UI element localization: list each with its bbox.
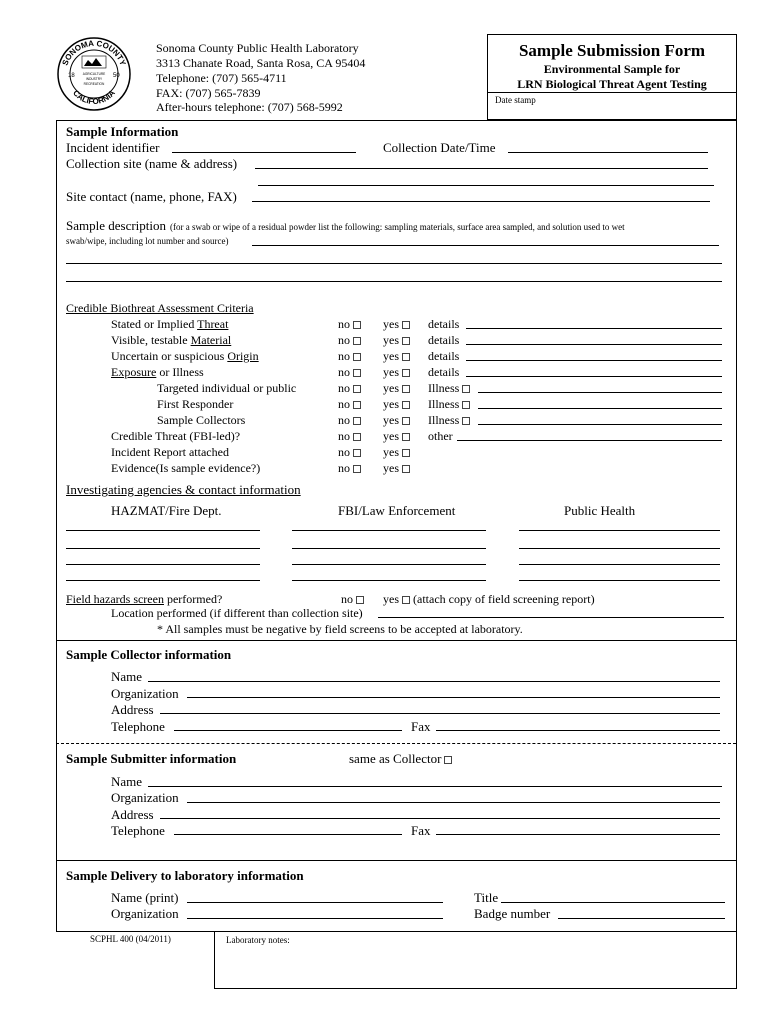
site-contact-label: Site contact (name, phone, FAX): [66, 189, 237, 204]
submitter-heading: Sample Submitter information: [66, 751, 237, 766]
sample-description-field-2[interactable]: [66, 263, 722, 264]
criteria-yes-checkbox[interactable]: [402, 369, 410, 377]
lab-after-hours: After-hours telephone: (707) 568-5992: [156, 100, 343, 114]
seal-center-1: AGRICULTURE: [82, 72, 106, 76]
field-screen-yes-checkbox[interactable]: [402, 596, 410, 604]
criteria-yes-label: yes: [383, 429, 399, 443]
criteria-detail-label: Illness: [428, 381, 460, 395]
delivery-badge-field[interactable]: [558, 918, 725, 919]
criteria-yes-checkbox[interactable]: [402, 465, 410, 473]
county-seal: [56, 36, 132, 112]
agency-col-public-health: Public Health: [564, 503, 636, 518]
criteria-row-label-pre: Incident Report attached: [111, 445, 229, 459]
hazmat-field-3[interactable]: [66, 564, 260, 565]
criteria-yes: [383, 429, 410, 443]
lab-notes-label: Laboratory notes:: [226, 935, 290, 945]
form-number: SCPHL 400 (04/2011): [90, 934, 171, 944]
criteria-row-label: [157, 397, 233, 411]
criteria-no-label: no: [338, 445, 350, 459]
criteria-no: [338, 381, 361, 395]
lab-telephone: Telephone: (707) 565-4711: [156, 71, 287, 85]
svg-text:CALIFORNIA: [71, 88, 117, 106]
sample-description-note-2: swab/wipe, including lot number and source): [66, 236, 229, 246]
collector-name-field[interactable]: [148, 681, 720, 682]
criteria-no-label: no: [338, 365, 350, 379]
criteria-row-label-pre: Evidence(Is sample evidence?): [111, 461, 261, 475]
field-screen-label-rest: performed?: [163, 592, 223, 606]
criteria-row-label-pre: Stated or Implied: [111, 317, 198, 331]
criteria-detail: [428, 349, 459, 363]
delivery-badge-label: Badge number: [474, 906, 551, 921]
public-health-field-3[interactable]: [519, 564, 720, 565]
form-subtitle-1: Environmental Sample for: [543, 62, 681, 76]
criteria-detail: [428, 381, 470, 395]
field-screen-no: no: [341, 592, 353, 606]
criteria-row-label-ul: Origin: [227, 349, 259, 363]
delivery-name-field[interactable]: [187, 902, 443, 903]
delivery-org-field[interactable]: [187, 918, 443, 919]
submitter-org-field[interactable]: [187, 802, 720, 803]
lab-address: 3313 Chanate Road, Santa Rosa, CA 95404: [156, 56, 366, 70]
criteria-illness-checkbox[interactable]: [462, 385, 470, 393]
lab-name: Sonoma County Public Health Laboratory: [156, 41, 359, 55]
criteria-yes-checkbox[interactable]: [402, 337, 410, 345]
criteria-no-checkbox[interactable]: [353, 369, 361, 377]
criteria-detail-field[interactable]: [466, 344, 722, 345]
criteria-yes-checkbox[interactable]: [402, 433, 410, 441]
criteria-illness-checkbox[interactable]: [462, 417, 470, 425]
criteria-row-label: [111, 461, 260, 475]
submitter-name-label: Name: [111, 774, 143, 789]
submitter-fax-label: Fax: [411, 823, 431, 838]
delivery-title-field[interactable]: [501, 902, 725, 903]
criteria-yes-label: yes: [383, 461, 399, 475]
criteria-detail: [428, 333, 459, 347]
delivery-heading: Sample Delivery to laboratory information: [66, 868, 304, 883]
criteria-yes: [383, 413, 410, 427]
criteria-detail-label: details: [428, 317, 460, 331]
criteria-row-label: [157, 381, 296, 395]
collection-site-field-2[interactable]: [258, 185, 714, 186]
submitter-telephone-field[interactable]: [174, 834, 402, 835]
criteria-row-label: [111, 333, 231, 347]
criteria-detail-field[interactable]: [457, 440, 722, 441]
field-screen-yes: yes: [383, 592, 399, 606]
criteria-no-checkbox[interactable]: [353, 417, 361, 425]
sample-description-label: Sample description: [66, 218, 167, 233]
criteria-detail-label: details: [428, 349, 460, 363]
date-stamp-label: Date stamp: [495, 95, 536, 105]
criteria-yes-label: yes: [383, 365, 399, 379]
criteria-row-label-pre: Credible Threat (FBI-led)?: [111, 429, 241, 443]
location-performed-field[interactable]: [378, 617, 724, 618]
collector-address-field[interactable]: [160, 713, 720, 714]
public-health-field-2[interactable]: [519, 548, 720, 549]
criteria-row-label-pre: Uncertain or suspicious: [111, 349, 228, 363]
criteria-detail-label: Illness: [428, 397, 460, 411]
criteria-no: [338, 317, 361, 331]
submitter-telephone-label: Telephone: [111, 823, 165, 838]
criteria-yes: [383, 349, 410, 363]
seal-bottom-text: CALIFORNIA: [71, 88, 117, 107]
criteria-yes-checkbox[interactable]: [402, 401, 410, 409]
criteria-no: [338, 461, 361, 475]
criteria-no-label: no: [338, 381, 350, 395]
collection-site-label: Collection site (name & address): [66, 156, 238, 171]
criteria-no-checkbox[interactable]: [353, 353, 361, 361]
form-title: Sample Submission Form: [518, 41, 706, 60]
criteria-row-label: [111, 317, 228, 331]
criteria-detail-label: details: [428, 333, 460, 347]
criteria-row-label-pre: Targeted individual or public: [157, 381, 297, 395]
criteria-no-label: no: [338, 333, 350, 347]
collector-address-label: Address: [111, 702, 154, 717]
criteria-row-label: [111, 365, 204, 379]
submitter-name-field[interactable]: [148, 786, 722, 787]
sample-description-field-3[interactable]: [66, 281, 722, 282]
collection-datetime-label: Collection Date/Time: [383, 140, 496, 155]
criteria-yes-checkbox[interactable]: [402, 449, 410, 457]
lab-fax: FAX: (707) 565-7839: [156, 86, 261, 100]
criteria-yes-checkbox[interactable]: [402, 385, 410, 393]
field-screen-yes-note: (attach copy of field screening report): [413, 592, 595, 606]
criteria-no: [338, 445, 361, 459]
seal-top-text: SONOMA COUNTY: [60, 38, 128, 67]
collection-datetime-field[interactable]: [508, 152, 708, 153]
criteria-detail-field[interactable]: [478, 424, 722, 425]
delivery-org-label: Organization: [111, 906, 179, 921]
criteria-row-label: [111, 429, 240, 443]
criteria-yes-label: yes: [383, 381, 399, 395]
criteria-yes-label: yes: [383, 317, 399, 331]
criteria-no-checkbox[interactable]: [353, 449, 361, 457]
criteria-row-label-pre: Sample Collectors: [157, 413, 246, 427]
criteria-row-label-ul: Threat: [197, 317, 229, 331]
incident-identifier-label: Incident identifier: [66, 140, 160, 155]
criteria-detail-label: Illness: [428, 413, 460, 427]
criteria-row-label: [111, 349, 259, 363]
fbi-field-1[interactable]: [292, 530, 486, 531]
criteria-detail-field[interactable]: [466, 328, 722, 329]
sample-info-heading: Sample Information: [66, 124, 179, 139]
hazmat-field-2[interactable]: [66, 548, 260, 549]
criteria-detail: [428, 429, 453, 443]
criteria-detail-field[interactable]: [478, 392, 722, 393]
criteria-yes: [383, 461, 410, 475]
collector-fax-field[interactable]: [436, 730, 720, 731]
site-contact-field[interactable]: [252, 201, 710, 202]
criteria-no-label: no: [338, 349, 350, 363]
criteria-no-checkbox[interactable]: [353, 385, 361, 393]
criteria-no: [338, 349, 361, 363]
criteria-row-label: [157, 413, 245, 427]
criteria-detail: [428, 413, 470, 427]
agency-col-fbi: FBI/Law Enforcement: [338, 503, 456, 518]
criteria-row-label-pre: First Responder: [157, 397, 234, 411]
collector-telephone-label: Telephone: [111, 719, 165, 734]
submitter-org-label: Organization: [111, 790, 179, 805]
seal-year-right: 50: [113, 73, 120, 79]
criteria-row-label-post: or Illness: [156, 365, 204, 379]
criteria-no-label: no: [338, 413, 350, 427]
same-as-collector-label: same as Collector: [349, 751, 442, 766]
criteria-no: [338, 333, 361, 347]
criteria-detail-label: details: [428, 365, 460, 379]
location-performed-label: Location performed (if different than collection site): [111, 606, 363, 620]
collector-org-label: Organization: [111, 686, 179, 701]
seal-year-left: 18: [68, 73, 75, 79]
criteria-detail: [428, 397, 470, 411]
criteria-no-checkbox[interactable]: [353, 321, 361, 329]
submitter-fax-field[interactable]: [436, 834, 720, 835]
criteria-yes: [383, 445, 410, 459]
sample-description-field[interactable]: [252, 245, 719, 246]
criteria-detail-field[interactable]: [466, 376, 722, 377]
criteria-illness-checkbox[interactable]: [462, 401, 470, 409]
hazmat-field-4[interactable]: [66, 580, 260, 581]
field-screen-no-checkbox[interactable]: [356, 596, 364, 604]
criteria-no-label: no: [338, 317, 350, 331]
sample-description-note: (for a swab or wipe of a residual powder list the following: sampling materials, surface area sampled, and solution used to wet: [170, 222, 625, 232]
criteria-yes: [383, 381, 410, 395]
criteria-yes-label: yes: [383, 349, 399, 363]
lab-notes-box[interactable]: [214, 931, 737, 989]
delivery-title-label: Title: [474, 890, 499, 905]
criteria-no-checkbox[interactable]: [353, 433, 361, 441]
criteria-yes-checkbox[interactable]: [402, 417, 410, 425]
collection-site-field[interactable]: [255, 168, 708, 169]
same-as-collector-checkbox[interactable]: [444, 756, 452, 764]
public-health-field-1[interactable]: [519, 530, 720, 531]
criteria-no: [338, 365, 361, 379]
criteria-detail: [428, 317, 459, 331]
criteria-no: [338, 413, 361, 427]
form-subtitle-2: LRN Biological Threat Agent Testing: [517, 77, 707, 91]
submitter-address-field[interactable]: [160, 818, 720, 819]
criteria-no-label: no: [338, 429, 350, 443]
criteria-no-checkbox[interactable]: [353, 465, 361, 473]
criteria-heading: Credible Biothreat Assessment Criteria: [66, 301, 254, 315]
criteria-yes: [383, 333, 410, 347]
criteria-yes-label: yes: [383, 413, 399, 427]
criteria-no: [338, 397, 361, 411]
collector-name-label: Name: [111, 669, 143, 684]
criteria-yes: [383, 365, 410, 379]
field-screen-note: * All samples must be negative by field screens to be accepted at laboratory.: [157, 622, 523, 636]
incident-identifier-field[interactable]: [172, 152, 356, 153]
criteria-yes-label: yes: [383, 397, 399, 411]
criteria-row-label-pre: Visible, testable: [111, 333, 191, 347]
fbi-field-2[interactable]: [292, 548, 486, 549]
criteria-yes-checkbox[interactable]: [402, 321, 410, 329]
delivery-name-label: Name (print): [111, 890, 179, 905]
collector-telephone-field[interactable]: [174, 730, 402, 731]
collector-org-field[interactable]: [187, 697, 720, 698]
criteria-yes: [383, 397, 410, 411]
criteria-detail-field[interactable]: [466, 360, 722, 361]
hazmat-field-1[interactable]: [66, 530, 260, 531]
public-health-field-4[interactable]: [519, 580, 720, 581]
criteria-no: [338, 429, 361, 443]
fbi-field-4[interactable]: [292, 580, 486, 581]
criteria-row-label-ul: Exposure: [111, 365, 157, 379]
criteria-yes-label: yes: [383, 333, 399, 347]
field-screen-label: Field hazards screen: [66, 592, 164, 606]
agency-col-hazmat: HAZMAT/Fire Dept.: [111, 503, 222, 518]
criteria-yes: [383, 317, 410, 331]
criteria-no-label: no: [338, 461, 350, 475]
criteria-detail: [428, 365, 459, 379]
criteria-no-checkbox[interactable]: [353, 401, 361, 409]
criteria-yes-label: yes: [383, 445, 399, 459]
criteria-detail-label: other: [428, 429, 453, 443]
criteria-no-checkbox[interactable]: [353, 337, 361, 345]
fbi-field-3[interactable]: [292, 564, 486, 565]
criteria-row-label-ul: Material: [190, 333, 232, 347]
collector-fax-label: Fax: [411, 719, 431, 734]
submitter-address-label: Address: [111, 807, 154, 822]
criteria-detail-field[interactable]: [478, 408, 722, 409]
criteria-yes-checkbox[interactable]: [402, 353, 410, 361]
criteria-row-label: [111, 445, 229, 459]
seal-center-2: INDUSTRY: [85, 77, 103, 81]
collector-heading: Sample Collector information: [66, 647, 232, 662]
criteria-no-label: no: [338, 397, 350, 411]
seal-center-3: RECREATION: [83, 82, 105, 86]
agencies-heading: Investigating agencies & contact information: [66, 482, 301, 497]
